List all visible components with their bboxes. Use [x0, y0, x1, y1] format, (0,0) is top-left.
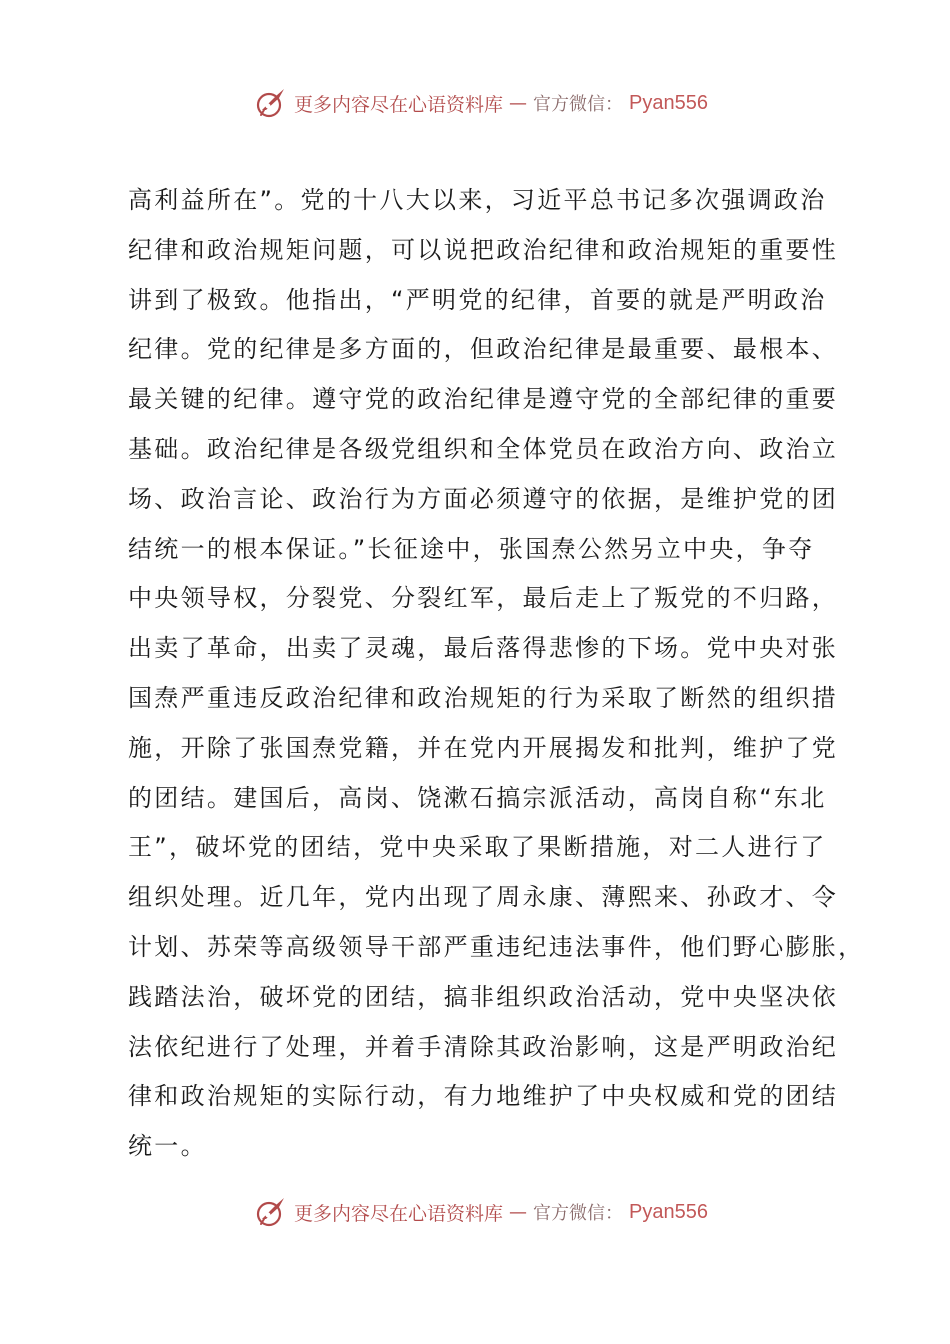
banner-text: 更多内容尽在心语资料库 — [294, 1202, 504, 1225]
body-line: 出卖了革命，出卖了灵魂，最后落得悲惨的下场。党中央对张 — [128, 634, 839, 663]
body-line: 国焘严重违反政治纪律和政治规矩的行为采取了断然的组织措 — [128, 683, 839, 712]
body-line: 践踏法治，破坏党的团结，搞非组织政治活动，党中央坚决依 — [128, 982, 839, 1011]
document-body — [128, 176, 865, 1172]
banner-wechat-id: Pyan556 — [629, 91, 708, 114]
body-line: 纪律和政治规矩问题，可以说把政治纪律和政治规矩的重要性 — [128, 235, 839, 264]
body-line: 最关键的纪律。遵守党的政治纪律是遵守党的全部纪律的重要 — [128, 385, 839, 414]
body-line: 法依纪进行了处理，并着手清除其政治影响，这是严明政治纪 — [128, 1032, 839, 1061]
banner-wechat-label: 官方微信： — [533, 94, 624, 115]
quill-circle-logo-icon — [254, 86, 288, 120]
body-line: 律和政治规矩的实际行动，有力地维护了中央权威和党的团结 — [128, 1082, 839, 1111]
body-line: 场、政治言论、政治行为方面必须遵守的依据，是维护党的团 — [128, 484, 839, 513]
body-line: 讲到了极致。他指出，“严明党的纪律，首要的就是严明政治 — [128, 285, 827, 314]
header-banner — [0, 78, 950, 128]
banner-text: 更多内容尽在心语资料库 — [294, 93, 504, 116]
body-line: 纪律。党的纪律是多方面的，但政治纪律是最重要、最根本、 — [128, 335, 839, 364]
banner-dash: — — [509, 1201, 528, 1223]
body-line: 王”，破坏党的团结，党中央采取了果断措施，对二人进行了 — [128, 833, 827, 862]
banner-dash: — — [509, 92, 528, 114]
body-line: 的团结。建国后，高岗、饶漱石搞宗派活动，高岗自称“东北 — [128, 783, 827, 812]
banner-wechat-label: 官方微信： — [533, 1203, 624, 1224]
body-line: 施，开除了张国焘党籍，并在党内开展揭发和批判，维护了党 — [128, 733, 839, 762]
body-line: 结统一的根本保证。”长征途中，张国焘公然另立中央，争夺 — [128, 534, 815, 563]
banner-wechat-id: Pyan556 — [629, 1200, 708, 1223]
body-line: 基础。政治纪律是各级党组织和全体党员在政治方向、政治立 — [128, 434, 839, 463]
body-line: 中央领导权，分裂党、分裂红军，最后走上了叛党的不归路， — [128, 584, 839, 613]
header-banner-inner — [242, 86, 708, 120]
body-line: 组织处理。近几年，党内出现了周永康、薄熙来、孙政才、令 — [128, 883, 839, 912]
footer-banner-inner — [242, 1195, 708, 1229]
quill-circle-logo-icon — [254, 1195, 288, 1229]
body-line: 计划、苏荣等高级领导干部严重违纪违法事件，他们野心膨胀， — [128, 932, 865, 961]
body-line: 统一。 — [128, 1132, 207, 1161]
body-line: 高利益所在”。党的十八大以来，习近平总书记多次强调政治 — [128, 186, 827, 214]
footer-banner — [0, 1187, 950, 1237]
